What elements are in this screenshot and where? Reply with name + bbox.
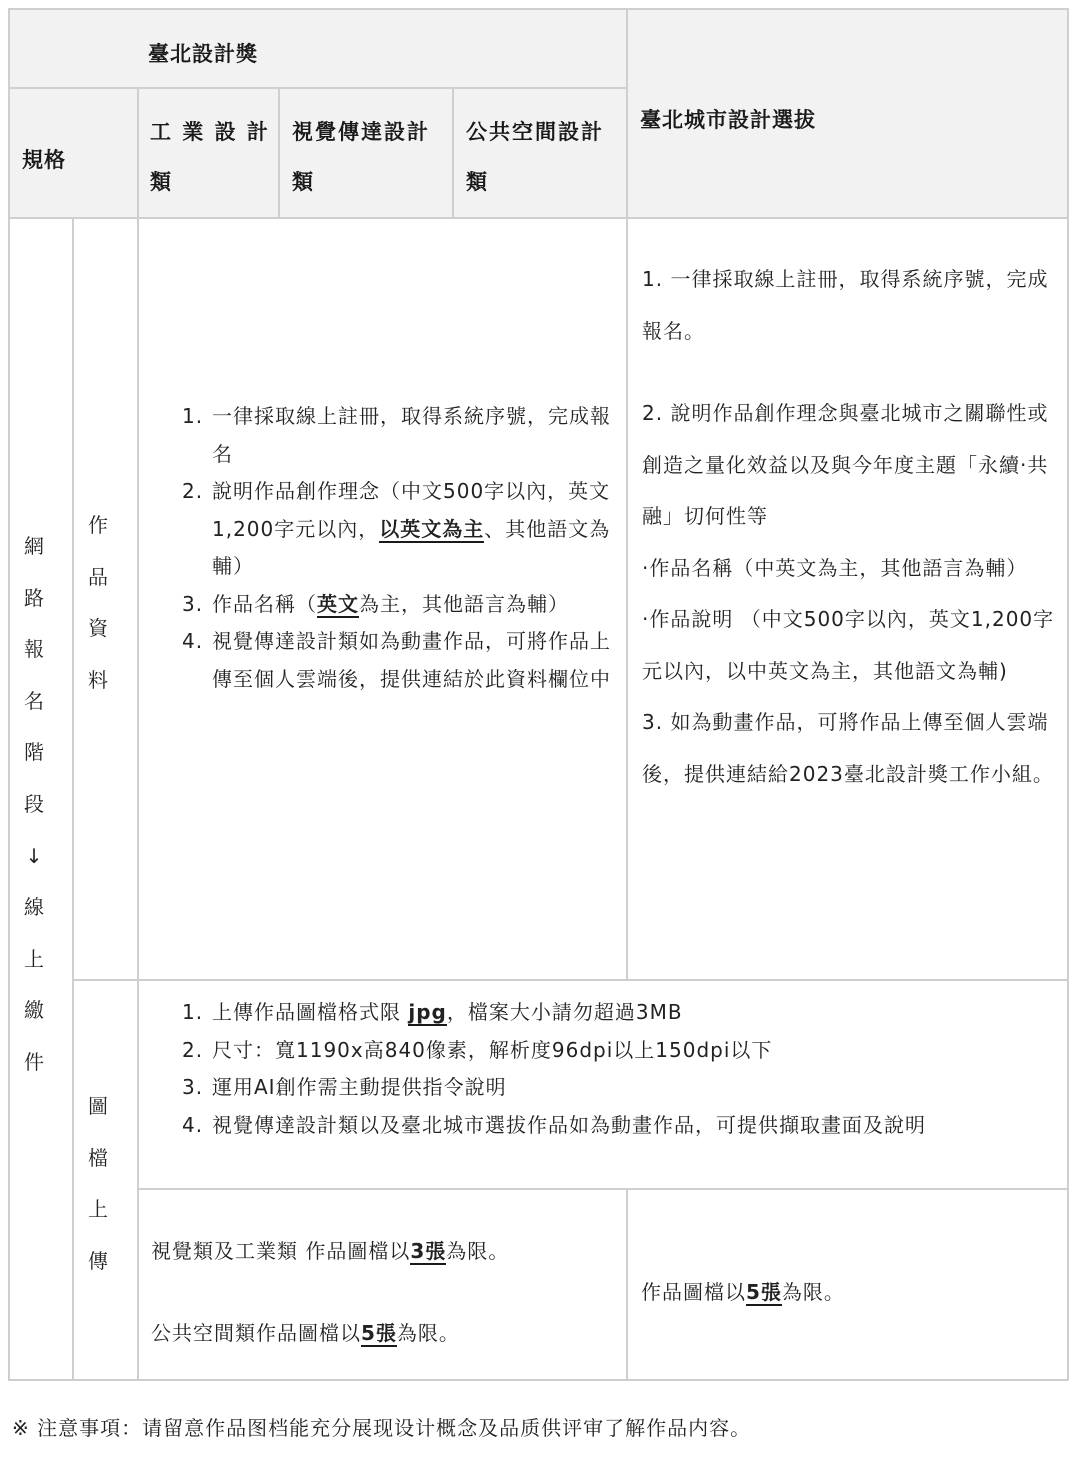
city-para-1: 1. 一律採取線上註冊，取得系統序號，完成報名。 bbox=[642, 267, 1049, 343]
header-public-title: 公共空間設計類 bbox=[466, 120, 604, 194]
header-award-cell bbox=[8, 8, 628, 89]
list-item: 2. 說明作品創作理念（中文500字以內，英文1,200字元以內，以英文為主、其他語文為輔） bbox=[182, 479, 611, 578]
footnote: ※ 注意事項：请留意作品图档能充分展现设计概念及品质供评审了解作品内容。 bbox=[12, 1416, 752, 1440]
header-award-title: 臺北設計獎 bbox=[148, 42, 258, 66]
stage-label: 網 路 報 名 階 段 ↓ 線 上 繳 件 bbox=[24, 534, 44, 1074]
city-para-3: ·作品名稱（中英文為主，其他語言為輔） bbox=[642, 555, 1028, 580]
emphasis-jpg: jpg bbox=[408, 1000, 447, 1024]
upload-rules-list bbox=[182, 994, 1062, 1144]
header-industrial-title: 工 業 設 計 類 bbox=[150, 120, 270, 194]
city-para-4: ·作品說明 （中文500字以內，英文1,200字元以內，以中英文為主，其他語文為輔) bbox=[642, 607, 1055, 683]
list-item: 2. 尺寸：寬1190x高840像素，解析度96dpi以上150dpi以下 bbox=[182, 1037, 773, 1062]
list-item: 1. 上傳作品圖檔格式限 jpg，檔案大小請勿超過3MB bbox=[182, 1000, 683, 1024]
header-visual-title: 視覺傳達設計類 bbox=[292, 120, 430, 194]
limits-award-line-2: 公共空間類作品圖檔以5張為限。 bbox=[151, 1321, 460, 1345]
limits-award-line-1: 視覺類及工業類 作品圖檔以3張為限。 bbox=[151, 1239, 510, 1263]
limits-city-line: 作品圖檔以5張為限。 bbox=[641, 1280, 845, 1304]
limits-award-cell bbox=[137, 1188, 628, 1381]
list-item: 4. 視覺傳達設計類以及臺北城市選拔作品如為動畫作品，可提供擷取畫面及說明 bbox=[182, 1112, 926, 1137]
emphasis-3-images: 3張 bbox=[410, 1239, 447, 1263]
emphasis-english: 英文 bbox=[317, 591, 359, 616]
city-para-5: 3. 如為動畫作品，可將作品上傳至個人雲端後，提供連結給2023臺北設計獎工作小組。 bbox=[642, 710, 1054, 786]
emphasis-english-main: 以英文為主 bbox=[379, 516, 485, 541]
header-city-title: 臺北城市設計選拔 bbox=[640, 108, 816, 132]
info-city-text bbox=[642, 254, 1056, 800]
list-item: 1. 一律採取線上註冊，取得系統序號，完成報名 bbox=[182, 404, 611, 466]
list-item: 4. 視覺傳達設計類如為動畫作品，可將作品上傳至個人雲端後，提供連結於此資料欄位中 bbox=[182, 629, 611, 691]
emphasis-5-images: 5張 bbox=[361, 1321, 397, 1345]
list-item: 3. 運用AI創作需主動提供指令說明 bbox=[182, 1075, 507, 1099]
header-spec-title: 規格 bbox=[22, 148, 66, 172]
info-label: 作 品 資 料 bbox=[88, 513, 108, 692]
emphasis-5-images-city: 5張 bbox=[746, 1280, 782, 1304]
list-item: 3. 作品名稱（英文為主，其他語言為輔） bbox=[182, 591, 569, 616]
info-award-list bbox=[182, 398, 618, 698]
upload-label: 圖 檔 上 傳 bbox=[88, 1094, 108, 1273]
city-para-2: 2. 說明作品創作理念與臺北城市之關聯性或創造之量化效益以及與今年度主題「永續·共融」切何性等 bbox=[642, 401, 1049, 528]
